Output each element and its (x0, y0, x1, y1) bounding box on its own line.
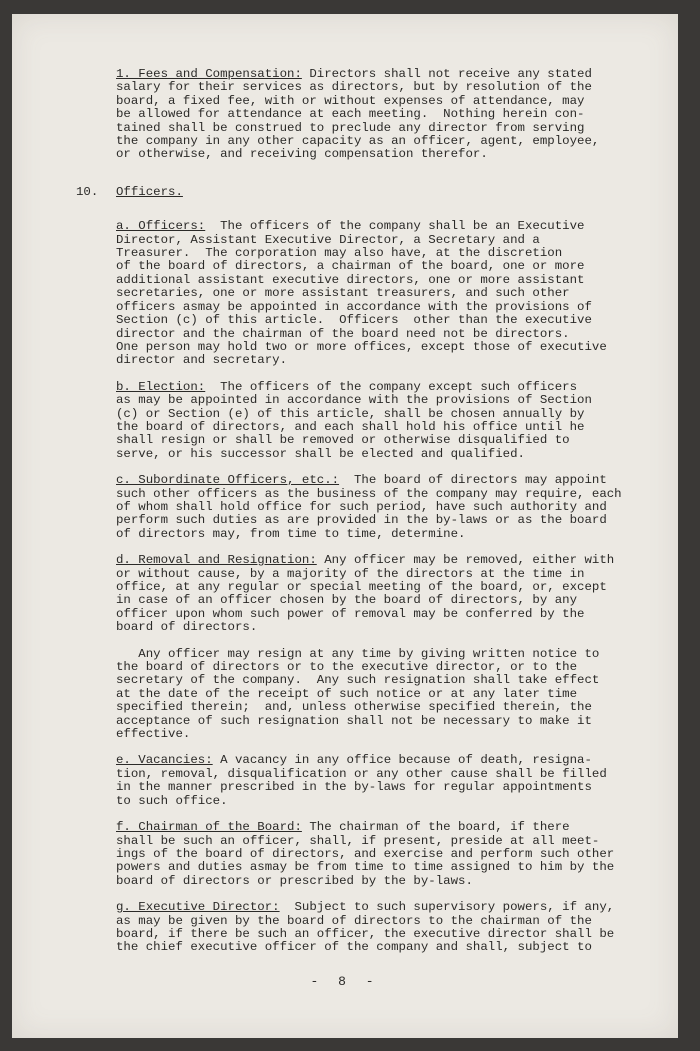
text-line: serve, or his successor shall be elected and qualified. (116, 446, 525, 461)
text-line: such other officers as the business of the company may require, each (116, 486, 622, 501)
heading-chairman: f. Chairman of the Board: (116, 820, 302, 835)
text-line: salary for their services as directors, but by resolution of the (116, 80, 592, 95)
heading-vacancies: e. Vacancies: (116, 753, 213, 768)
paragraph-chairman (116, 821, 656, 888)
paragraph-fees-compensation (116, 68, 656, 162)
text-line: Director, Assistant Executive Director, a Secretary and a (116, 232, 540, 247)
text-line: of directors may, from time to time, determine. (116, 526, 466, 541)
text-line: the chief executive officer of the company and shall, subject to (116, 940, 592, 955)
text-line: The chairman of the board, if there (301, 820, 570, 835)
page-number: - 8 - (310, 974, 380, 989)
text-line: be allowed for attendance at each meeting. Nothing herein con- (116, 107, 585, 122)
text-line: officer upon whom such power of removal may be conferred by the (116, 606, 585, 621)
paragraph-election (116, 381, 656, 461)
heading-removal-resignation: d. Removal and Resignation: (116, 553, 317, 568)
text-line: specified therein; and, unless otherwise specified therein, the (116, 700, 592, 715)
paragraph-vacancies (116, 754, 656, 808)
text-line: at the date of the receipt of such notice or at any later time (116, 686, 578, 701)
text-line: additional assistant executive directors, one or more assistant (116, 272, 585, 287)
text-line: board, a fixed fee, with or without expenses of attendance, may (116, 93, 585, 108)
heading-fees-compensation: 1. Fees and Compensation: (116, 67, 302, 81)
section-title: Officers. (116, 184, 183, 199)
text-line: in case of an officer chosen by the board of directors, by any (116, 593, 578, 608)
text-line: ings of the board of directors, and exercise and perform such other (116, 846, 615, 861)
text-line: to such office. (116, 793, 228, 808)
text-line: A vacancy in any office because of death, resigna- (212, 753, 592, 768)
paragraph-executive-director (116, 901, 656, 955)
section-number: 10. (76, 184, 99, 199)
text-line: Directors shall not receive any stated (301, 67, 592, 81)
page-body (76, 67, 656, 955)
text-line: board of directors. (116, 620, 258, 635)
heading-executive-director: g. Executive Director: (116, 900, 280, 915)
text-line: office, at any regular or special meeting of the board, or, except (116, 580, 607, 594)
document-page (12, 14, 678, 1038)
text-line: the board of directors or to the executive director, or to the (116, 660, 578, 675)
text-line: shall be such an officer, shall, if present, preside at all meet- (116, 833, 600, 848)
heading-subordinate-officers: c. Subordinate Officers, etc.: (116, 473, 340, 488)
text-line: effective. (116, 727, 191, 742)
paragraph-removal-resignation (116, 554, 656, 634)
text-line: or otherwise, and receiving compensation therefor. (116, 147, 488, 162)
text-line: board of directors or prescribed by the by-laws. (116, 873, 473, 888)
text-line: acceptance of such resignation shall not be necessary to make it (116, 713, 592, 728)
text-line: tion, removal, disqualification or any other cause shall be filled (116, 766, 607, 781)
text-line: powers and duties asmay be from time to time assigned to him by the (116, 860, 615, 875)
text-line: director and the chairman of the board need not be directors. (116, 326, 570, 341)
paragraph-officers (116, 220, 656, 367)
text-line: tained shall be construed to preclude any director from serving (116, 120, 585, 135)
text-line: the company in any other capacity as an officer, agent, employee, (116, 134, 600, 149)
text-line: in the manner prescribed in the by-laws for regular appointments (116, 780, 592, 795)
text-line: One person may hold two or more offices, except those of executive (116, 339, 607, 354)
heading-officers: a. Officers: (116, 219, 206, 234)
text-line: Subject to such supervisory powers, if any, (279, 900, 615, 915)
text-line: secretary of the company. Any such resignation shall take effect (116, 673, 600, 688)
text-line: or without cause, by a majority of the directors at the time in (116, 566, 585, 581)
text-line: The board of directors may appoint (339, 473, 607, 488)
text-line: secretaries, one or more assistant treasurers, and such other (116, 286, 570, 301)
text-line: shall resign or shall be removed or otherwise disqualified to (116, 433, 570, 448)
heading-election: b. Election: (116, 379, 206, 394)
text-line: Treasurer. The corporation may also have, at the discretion (116, 246, 563, 261)
text-line: The officers of the company shall be an Executive (205, 219, 585, 234)
text-line: director and secretary. (116, 353, 288, 368)
text-line: the board of directors, and each shall hold his office until he (116, 419, 585, 434)
text-line: board, if there be such an officer, the executive director shall be (116, 926, 615, 941)
text-line: The officers of the company except such officers (205, 379, 578, 394)
text-line: Section (c) of this article. Officers other than the executive (116, 313, 592, 328)
text-line: perform such duties as are provided in the by-laws or as the board (116, 513, 607, 528)
text-line: as may be appointed in accordance with the provisions of Section (116, 393, 592, 408)
text-line: of whom shall hold office for such period, have such authority and (116, 499, 607, 514)
paragraph-resignation-notice (116, 648, 656, 742)
text-line: of the board of directors, a chairman of the board, one or more (116, 259, 585, 274)
text-line: officers asmay be appointed in accordance with the provisions of (116, 299, 592, 314)
text-line: as may be given by the board of directors to the chairman of the (116, 913, 592, 928)
text-line: (c) or Section (e) of this article, shall be chosen annually by (116, 406, 585, 421)
section-10-heading (76, 184, 656, 199)
text-line: Any officer may resign at any time by giving written notice to (116, 646, 600, 661)
paragraph-subordinate-officers (116, 474, 656, 541)
text-line: Any officer may be removed, either with (316, 553, 615, 568)
